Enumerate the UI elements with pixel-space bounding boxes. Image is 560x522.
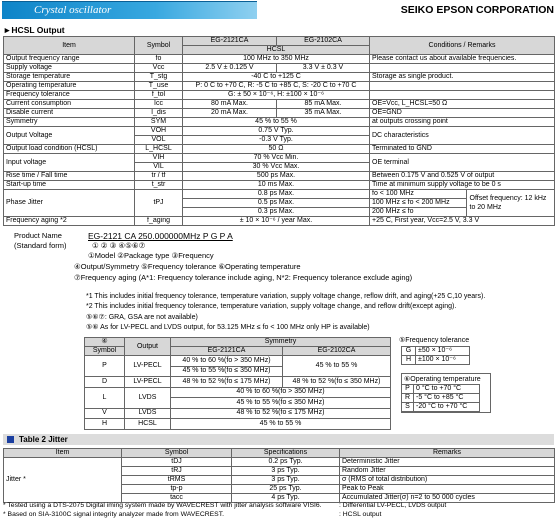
cell-output: LV-PECL bbox=[125, 356, 171, 377]
cell-remark: Deterministic Jitter bbox=[340, 458, 555, 467]
cell-value: P: 0 C to +70 C, R: -5 C to +85 C, S: -20 C to +70 C bbox=[183, 82, 370, 91]
cell-value: 3 ps Typ. bbox=[232, 467, 340, 476]
tolerance-table bbox=[401, 346, 470, 365]
table-row bbox=[4, 55, 555, 64]
cell-remark: OE=Vcc, L_HCSL=50 Ω bbox=[370, 100, 555, 109]
cell-remark: DC characteristics bbox=[370, 127, 555, 145]
cell-key: S bbox=[402, 403, 414, 412]
cell-value: 45 % to 55 % bbox=[171, 419, 391, 430]
cell-remark: Please contact us about available frequencies. bbox=[370, 55, 555, 64]
cell-symbol: tRJ bbox=[122, 467, 232, 476]
cell-symbol: tPJ bbox=[135, 190, 183, 217]
cell-item: Output Voltage bbox=[4, 127, 135, 145]
cell-remark: at outputs crossing point bbox=[370, 118, 555, 127]
table-row bbox=[4, 91, 555, 100]
table-row bbox=[402, 356, 470, 365]
table-row bbox=[4, 109, 555, 118]
cell-output: LVDS bbox=[125, 387, 171, 408]
cell-symbol: VOL bbox=[135, 136, 183, 145]
cell-item: Start-up time bbox=[4, 181, 135, 190]
cell-key: P bbox=[402, 385, 414, 394]
footnote-2: *2 This includes initial frequency tolerance, temperature variation, supply voltage change, and reflow drift(except aging). bbox=[86, 303, 457, 310]
cell-value: 50 Ω bbox=[183, 145, 370, 154]
cell-value: 4 ps Typ. bbox=[232, 494, 340, 503]
part-number-example: EG-2121 CA 250.000000MHz P G P A bbox=[88, 231, 233, 241]
col-symbol: Symbol bbox=[135, 37, 183, 55]
cell-symbol: fo bbox=[135, 55, 183, 64]
col-output: Output bbox=[125, 338, 171, 356]
col-model2: EG-2102CA bbox=[283, 347, 391, 356]
cell-item: Output load condition (HCSL) bbox=[4, 145, 135, 154]
cell-value: ± 10 × 10⁻⁶ / year Max. bbox=[183, 217, 370, 226]
cell-value: ±100 × 10⁻⁶ bbox=[416, 356, 470, 365]
footnote-3: ⑤⑥⑦: GRA, GSA are not available) bbox=[86, 314, 198, 321]
table2-title: Table 2 Jitter bbox=[19, 435, 68, 444]
cell-symbol: f_aging bbox=[135, 217, 183, 226]
cell-item: Frequency aging *2 bbox=[4, 217, 135, 226]
cell-value: 0.8 ps Max. bbox=[183, 190, 370, 199]
cell-value: 0.3 ps Max. bbox=[183, 208, 370, 217]
table-row bbox=[4, 145, 555, 154]
cell-symbol: SYM bbox=[135, 118, 183, 127]
cell-value: 10 ms Max. bbox=[183, 181, 370, 190]
table-row bbox=[4, 100, 555, 109]
section-title: ►HCSL Output bbox=[3, 25, 65, 35]
footnote-4: ⑤⑥ As for LV-PECL and LVDS output, for 53.125 MHz ≤ fo < 100 MHz only HP is available) bbox=[86, 324, 370, 331]
cell-value: ±50 × 10⁻⁶ bbox=[416, 347, 470, 356]
product-name-label: Product Name bbox=[14, 231, 62, 240]
cell-value: 3 ps Typ. bbox=[232, 476, 340, 485]
phase-jitter-remarks bbox=[370, 190, 555, 217]
col-model1: EG-2121CA bbox=[183, 37, 277, 46]
table2-title-bar bbox=[3, 434, 554, 445]
cell-symbol: P bbox=[85, 356, 125, 377]
cell-item: Input voltage bbox=[4, 154, 135, 172]
cell-item: Frequency tolerance bbox=[4, 91, 135, 100]
model-naming bbox=[14, 231, 412, 284]
square-bullet-icon bbox=[7, 436, 14, 443]
cell-item: Jitter * bbox=[4, 458, 122, 503]
cell-symbol: tacc bbox=[122, 494, 232, 503]
col-hcsl: HCSL bbox=[183, 46, 370, 55]
operating-temperature-box bbox=[401, 373, 491, 413]
table-row bbox=[85, 356, 391, 367]
cell-item: Supply voltage bbox=[4, 64, 135, 73]
cell-remark: Time at minimum supply voltage to be 0 s bbox=[370, 181, 555, 190]
cell-symbol: H bbox=[85, 419, 125, 430]
cell-value: 45 % to 55 % bbox=[183, 118, 370, 127]
table-row bbox=[4, 73, 555, 82]
footer-note-1: * Tested using a DTS-2075 Digital iming system made by WAVECREST with jitter analysis software VISI6. bbox=[3, 502, 322, 509]
cell-item: Output frequency range bbox=[4, 55, 135, 64]
cell-symbol: t_str bbox=[135, 181, 183, 190]
cell-output: LVDS bbox=[125, 408, 171, 419]
cell-value: 0.5 ps Max. bbox=[183, 199, 370, 208]
cell-remark: +25 C, First year, Vcc=2.5 V, 3.3 V bbox=[370, 217, 555, 226]
part-number-callouts: ① ② ③ ④⑤⑥⑦ bbox=[92, 241, 146, 250]
cell-key: H bbox=[402, 356, 416, 365]
cell-symbol: tr / tf bbox=[135, 172, 183, 181]
cell-value: 0.75 V Typ. bbox=[183, 127, 370, 136]
cell-remark: 100 MHz ≤ fo < 200 MHz bbox=[370, 199, 466, 208]
col-conditions: Conditions / Remarks bbox=[370, 37, 555, 55]
cell-value: 48 % to 52 %(fo ≤ 350 MHz) bbox=[283, 377, 391, 388]
cell-value: 45 % to 55 % bbox=[283, 356, 391, 377]
cell-symbol: VOH bbox=[135, 127, 183, 136]
cell-item: Phase Jitter bbox=[4, 190, 135, 217]
standard-form-label: (Standard form) bbox=[14, 241, 67, 250]
cell-item: Rise time / Fall time bbox=[4, 172, 135, 181]
cell-symbol: T_stg bbox=[135, 73, 183, 82]
table-row bbox=[85, 408, 391, 419]
cell-symbol: T_use bbox=[135, 82, 183, 91]
cell-symbol: tRMS bbox=[122, 476, 232, 485]
footer-note-2: * Based on SIA-3100C signal integrity analyzer made from WAVECREST. bbox=[3, 511, 224, 518]
legend-line-2: ④Output/Symmetry ⑤Frequency tolerance ⑥Operating temperature bbox=[74, 262, 301, 271]
table-row bbox=[4, 154, 555, 163]
table-row bbox=[4, 217, 555, 226]
col-model1: EG-2121CA bbox=[171, 347, 283, 356]
cell-value: -40 C to +125 C bbox=[183, 73, 370, 82]
cell-symbol: Vcc bbox=[135, 64, 183, 73]
table-row bbox=[4, 64, 555, 73]
col-remarks: Remarks bbox=[340, 449, 555, 458]
cell-value: 20 mA Max. bbox=[183, 109, 277, 118]
cell-remark: Between 0.175 V and 0.525 V of output bbox=[370, 172, 555, 181]
cell-value: 48 % to 52 %(fo ≤ 175 MHz) bbox=[171, 408, 391, 419]
cell-value: 70 % Vcc Min. bbox=[183, 154, 370, 163]
table-row bbox=[85, 377, 391, 388]
cell-value: 2.5 V ± 0.125 V bbox=[183, 64, 277, 73]
table-row bbox=[4, 458, 555, 467]
cell-item: Current consumption bbox=[4, 100, 135, 109]
cell-remark: Random Jitter bbox=[340, 467, 555, 476]
legend-line-1: ①Model ②Package type ③Frequency bbox=[88, 251, 214, 260]
cell-symbol: L bbox=[85, 387, 125, 408]
col-specifications: Specifications bbox=[232, 449, 340, 458]
cell-remark: Storage as single product. bbox=[370, 73, 555, 82]
cell-remark: Terminated to GND bbox=[370, 145, 555, 154]
table-row bbox=[402, 403, 480, 412]
cell-symbol: tDJ bbox=[122, 458, 232, 467]
cell-item: Disable current bbox=[4, 109, 135, 118]
cell-value: 3.3 V ± 0.3 V bbox=[277, 64, 370, 73]
footer-note-2-remark: : HCSL output bbox=[339, 511, 382, 518]
col-item: Item bbox=[4, 449, 122, 458]
cell-value: 80 mA Max. bbox=[183, 100, 277, 109]
table-row bbox=[4, 118, 555, 127]
cell-key: G bbox=[402, 347, 416, 356]
cell-symbol: L_HCSL bbox=[135, 145, 183, 154]
footer-note-1-remark: : Differential LV-PECL, LVDS output bbox=[339, 502, 447, 509]
tolerance-title: ⑤Frequency tolerance bbox=[399, 337, 470, 344]
footnote-1: *1 This includes initial frequency tolerance, temperature variation, supply voltage change, reflow drift, and aging(+25 C,10 years). bbox=[86, 293, 486, 300]
table-row bbox=[402, 394, 480, 403]
cell-remark bbox=[370, 64, 555, 73]
table-row bbox=[402, 385, 480, 394]
table-row bbox=[4, 127, 555, 136]
cell-symbol: f_tol bbox=[135, 91, 183, 100]
cell-key: R bbox=[402, 394, 414, 403]
table-row bbox=[4, 172, 555, 181]
col-model2: EG-2102CA bbox=[277, 37, 370, 46]
col-item: Item bbox=[4, 37, 135, 55]
legend-line-3: ⑦Frequency aging (A*1: Frequency tolerance include aging, N*2: Frequency tolerance exclude aging) bbox=[74, 273, 413, 282]
cell-symbol: Icc bbox=[135, 100, 183, 109]
operating-temperature-title: ⑥Operating temperature bbox=[404, 376, 481, 383]
product-category-banner bbox=[2, 1, 257, 19]
cell-value: 25 ps Typ. bbox=[232, 485, 340, 494]
cell-value: 0 °C to +70 °C bbox=[414, 385, 480, 394]
cell-value: 45 % to 55 %(fo ≤ 350 MHz) bbox=[171, 398, 391, 409]
cell-remark: Peak to Peak bbox=[340, 485, 555, 494]
cell-value: 0.2 ps Typ. bbox=[232, 458, 340, 467]
jitter-table bbox=[3, 448, 555, 503]
table-row bbox=[4, 82, 555, 91]
cell-value: 40 % to 60 %(fo > 350 MHz) bbox=[171, 387, 391, 398]
output-symmetry-table bbox=[84, 337, 391, 430]
cell-symbol: VIL bbox=[135, 163, 183, 172]
banner-title: Crystal oscillator bbox=[34, 4, 112, 16]
cell-remark: 200 MHz ≤ fo bbox=[370, 208, 466, 217]
cell-symbol: V bbox=[85, 408, 125, 419]
offset-frequency-note: Offset frequency: 12 kHz to 20 MHz bbox=[469, 195, 547, 211]
cell-output: HCSL bbox=[125, 419, 171, 430]
table-row bbox=[85, 387, 391, 398]
cell-remark bbox=[370, 82, 555, 91]
cell-value: G: ± 50 × 10⁻⁶, H: ±100 × 10⁻⁶ bbox=[183, 91, 370, 100]
table-row bbox=[402, 347, 470, 356]
cell-remark: OE=GND bbox=[370, 109, 555, 118]
specifications-table bbox=[3, 36, 555, 226]
cell-item: Symmetry bbox=[4, 118, 135, 127]
table-row bbox=[85, 419, 391, 430]
header bbox=[0, 0, 560, 22]
cell-value: 30 % Vcc Max. bbox=[183, 163, 370, 172]
table-row bbox=[4, 190, 555, 199]
col-circle: ④ bbox=[85, 338, 125, 347]
cell-remark: σ (RMS of total distribution) bbox=[340, 476, 555, 485]
cell-value: 500 ps Max. bbox=[183, 172, 370, 181]
cell-value: 100 MHz to 350 MHz bbox=[183, 55, 370, 64]
cell-value: -0.3 V Typ. bbox=[183, 136, 370, 145]
cell-remark: OE terminal bbox=[370, 154, 555, 172]
cell-symbol: I_dis bbox=[135, 109, 183, 118]
table-row bbox=[4, 181, 555, 190]
cell-value: -20 °C to +70 °C bbox=[414, 403, 480, 412]
cell-symbol: tp-p bbox=[122, 485, 232, 494]
company-name: SEIKO EPSON CORPORATION bbox=[400, 4, 554, 16]
cell-value: -5 °C to +85 °C bbox=[414, 394, 480, 403]
cell-item: Storage temperature bbox=[4, 73, 135, 82]
cell-value: 48 % to 52 %(fo ≤ 175 MHz) bbox=[171, 377, 283, 388]
col-symbol: Symbol bbox=[85, 347, 125, 356]
cell-remark: fo < 100 MHz bbox=[370, 190, 466, 199]
operating-temperature-table bbox=[401, 384, 480, 412]
cell-value: 35 mA Max. bbox=[277, 109, 370, 118]
cell-value: 40 % to 60 %(fo > 350 MHz) bbox=[171, 356, 283, 367]
cell-item: Operating temperature bbox=[4, 82, 135, 91]
cell-symbol: VIH bbox=[135, 154, 183, 163]
cell-value: 45 % to 55 %(fo ≤ 350 MHz) bbox=[171, 366, 283, 377]
col-symmetry: Symmetry bbox=[171, 338, 391, 347]
cell-output: LV-PECL bbox=[125, 377, 171, 388]
col-symbol: Symbol bbox=[122, 449, 232, 458]
cell-symbol: D bbox=[85, 377, 125, 388]
cell-remark: Accumulated Jitter(σ) n=2 to 50 000 cycles bbox=[340, 494, 555, 503]
cell-value: 85 mA Max. bbox=[277, 100, 370, 109]
cell-remark bbox=[370, 91, 555, 100]
